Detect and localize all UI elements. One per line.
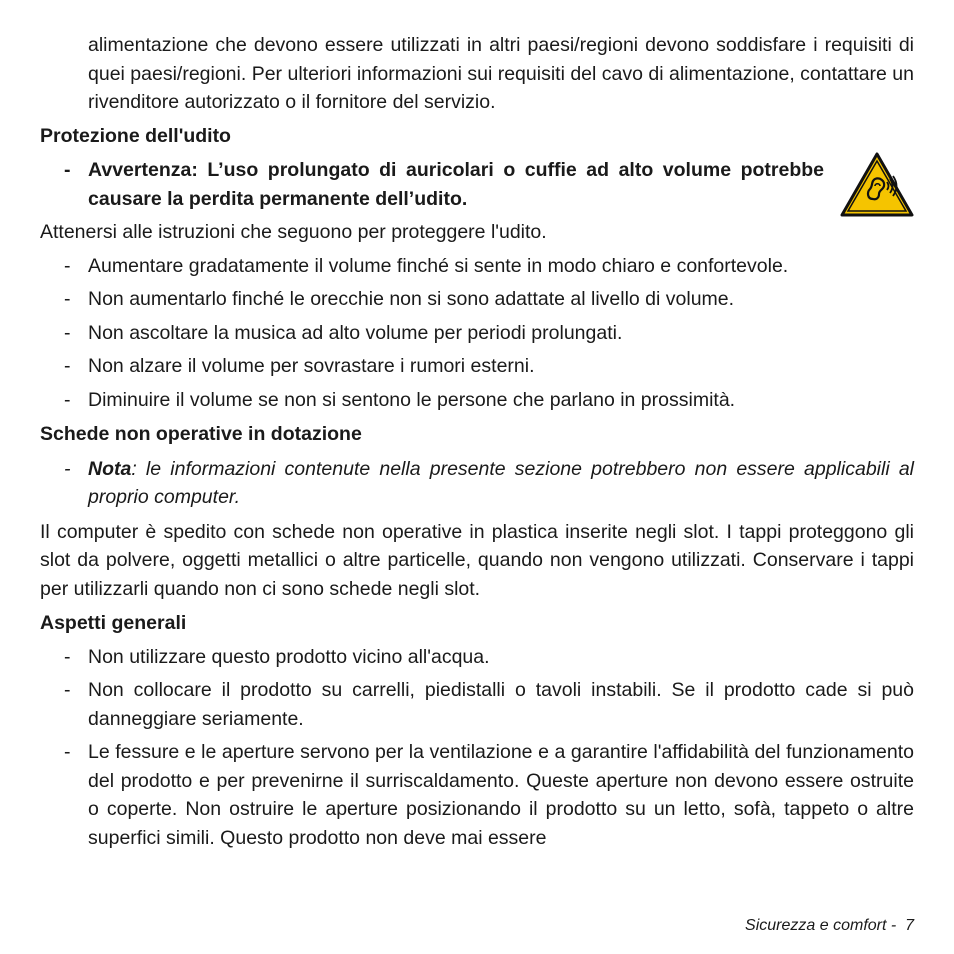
note-text: : le informazioni contenute nella presente sezione potrebbero non essere applicabili al proprio computer. — [88, 457, 914, 508]
list-dash: - — [64, 679, 71, 701]
list-dash: - — [64, 645, 71, 668]
list-item-text: Le fessure e le aperture servono per la ventilazione e a garantire l'affidabilità del funzionamento del prodotto e per prevenirne il surriscaldamento. Queste aperture non devono essere ostruite o coperte. Non ostruire le aperture posizionando il prodotto su un letto, sofà, tappeto o altre superfici simili. Questo prodotto non deve mai essere — [88, 741, 914, 849]
intro-paragraph: alimentazione che devono essere utilizzati in altri paesi/regioni devono soddisfare i requisiti di quei paesi/regioni. Per ulteriori informazioni sui requisiti del cavo di alimentazione, contattare un rivenditore autorizzato o il fornitore del servizio. — [88, 34, 914, 113]
list-dash: - — [64, 159, 71, 181]
hearing-warning — [40, 156, 914, 213]
list-item-text: Aumentare gradatamente il volume finché si sente in modo chiaro e confortevole. — [88, 254, 789, 277]
list-item-text: Non collocare il prodotto su carrelli, piedistalli o tavoli instabili. Se il prodotto cade si può danneggiare seriamente. — [88, 679, 914, 730]
list-item-text: Non aumentarlo finché le orecchie non si sono adattate al livello di volume. — [88, 288, 735, 310]
hearing-instructions: Attenersi alle istruzioni che seguono per proteggere l'udito. — [40, 221, 547, 243]
list-item — [40, 738, 914, 852]
hearing-warning-icon — [840, 152, 914, 218]
document-page — [40, 31, 914, 852]
section-heading-hearing: Protezione dell'udito — [40, 124, 231, 147]
warning-text-content: Avvertenza: L’uso prolungato di auricolari o cuffie ad alto volume potrebbe causare la perdita permanente dell’udito. — [88, 159, 824, 210]
warning-text — [40, 156, 824, 213]
list-dash: - — [64, 254, 71, 277]
list-item — [40, 643, 914, 672]
note — [40, 455, 914, 512]
list-item-text: Diminuire il volume se non si sentono le persone che parlano in prossimità. — [88, 388, 736, 411]
list-item-text: Non alzare il volume per sovrastare i rumori esterni. — [88, 355, 535, 377]
dummy-cards-paragraph: Il computer è spedito con schede non operative in plastica inserite negli slot. I tappi proteggono gli slot da polvere, oggetti metallici o altre particelle, quando non vengono utilizzati. Conservare i tappi per utilizzarli quando non ci sono schede negli slot. — [40, 520, 914, 600]
list-item — [40, 676, 914, 733]
list-item — [40, 252, 914, 281]
page-footer: Sicurezza e comfort - 7 — [745, 917, 914, 934]
list-item-text: Non ascoltare la musica ad alto volume per periodi prolungati. — [88, 321, 623, 344]
list-item — [40, 285, 914, 314]
list-item-text: Non utilizzare questo prodotto vicino all'acqua. — [88, 645, 490, 668]
list-dash: - — [64, 321, 71, 344]
list-dash: - — [64, 288, 71, 310]
list-dash: - — [64, 457, 71, 480]
list-item — [40, 319, 914, 348]
list-item — [40, 386, 914, 415]
note-label: Nota — [88, 457, 132, 480]
list-item — [40, 352, 914, 381]
list-dash: - — [64, 388, 71, 411]
list-dash: - — [64, 741, 71, 763]
section-heading-dummy-cards: Schede non operative in dotazione — [40, 423, 362, 445]
list-dash: - — [64, 355, 71, 377]
section-heading-general: Aspetti generali — [40, 612, 187, 634]
